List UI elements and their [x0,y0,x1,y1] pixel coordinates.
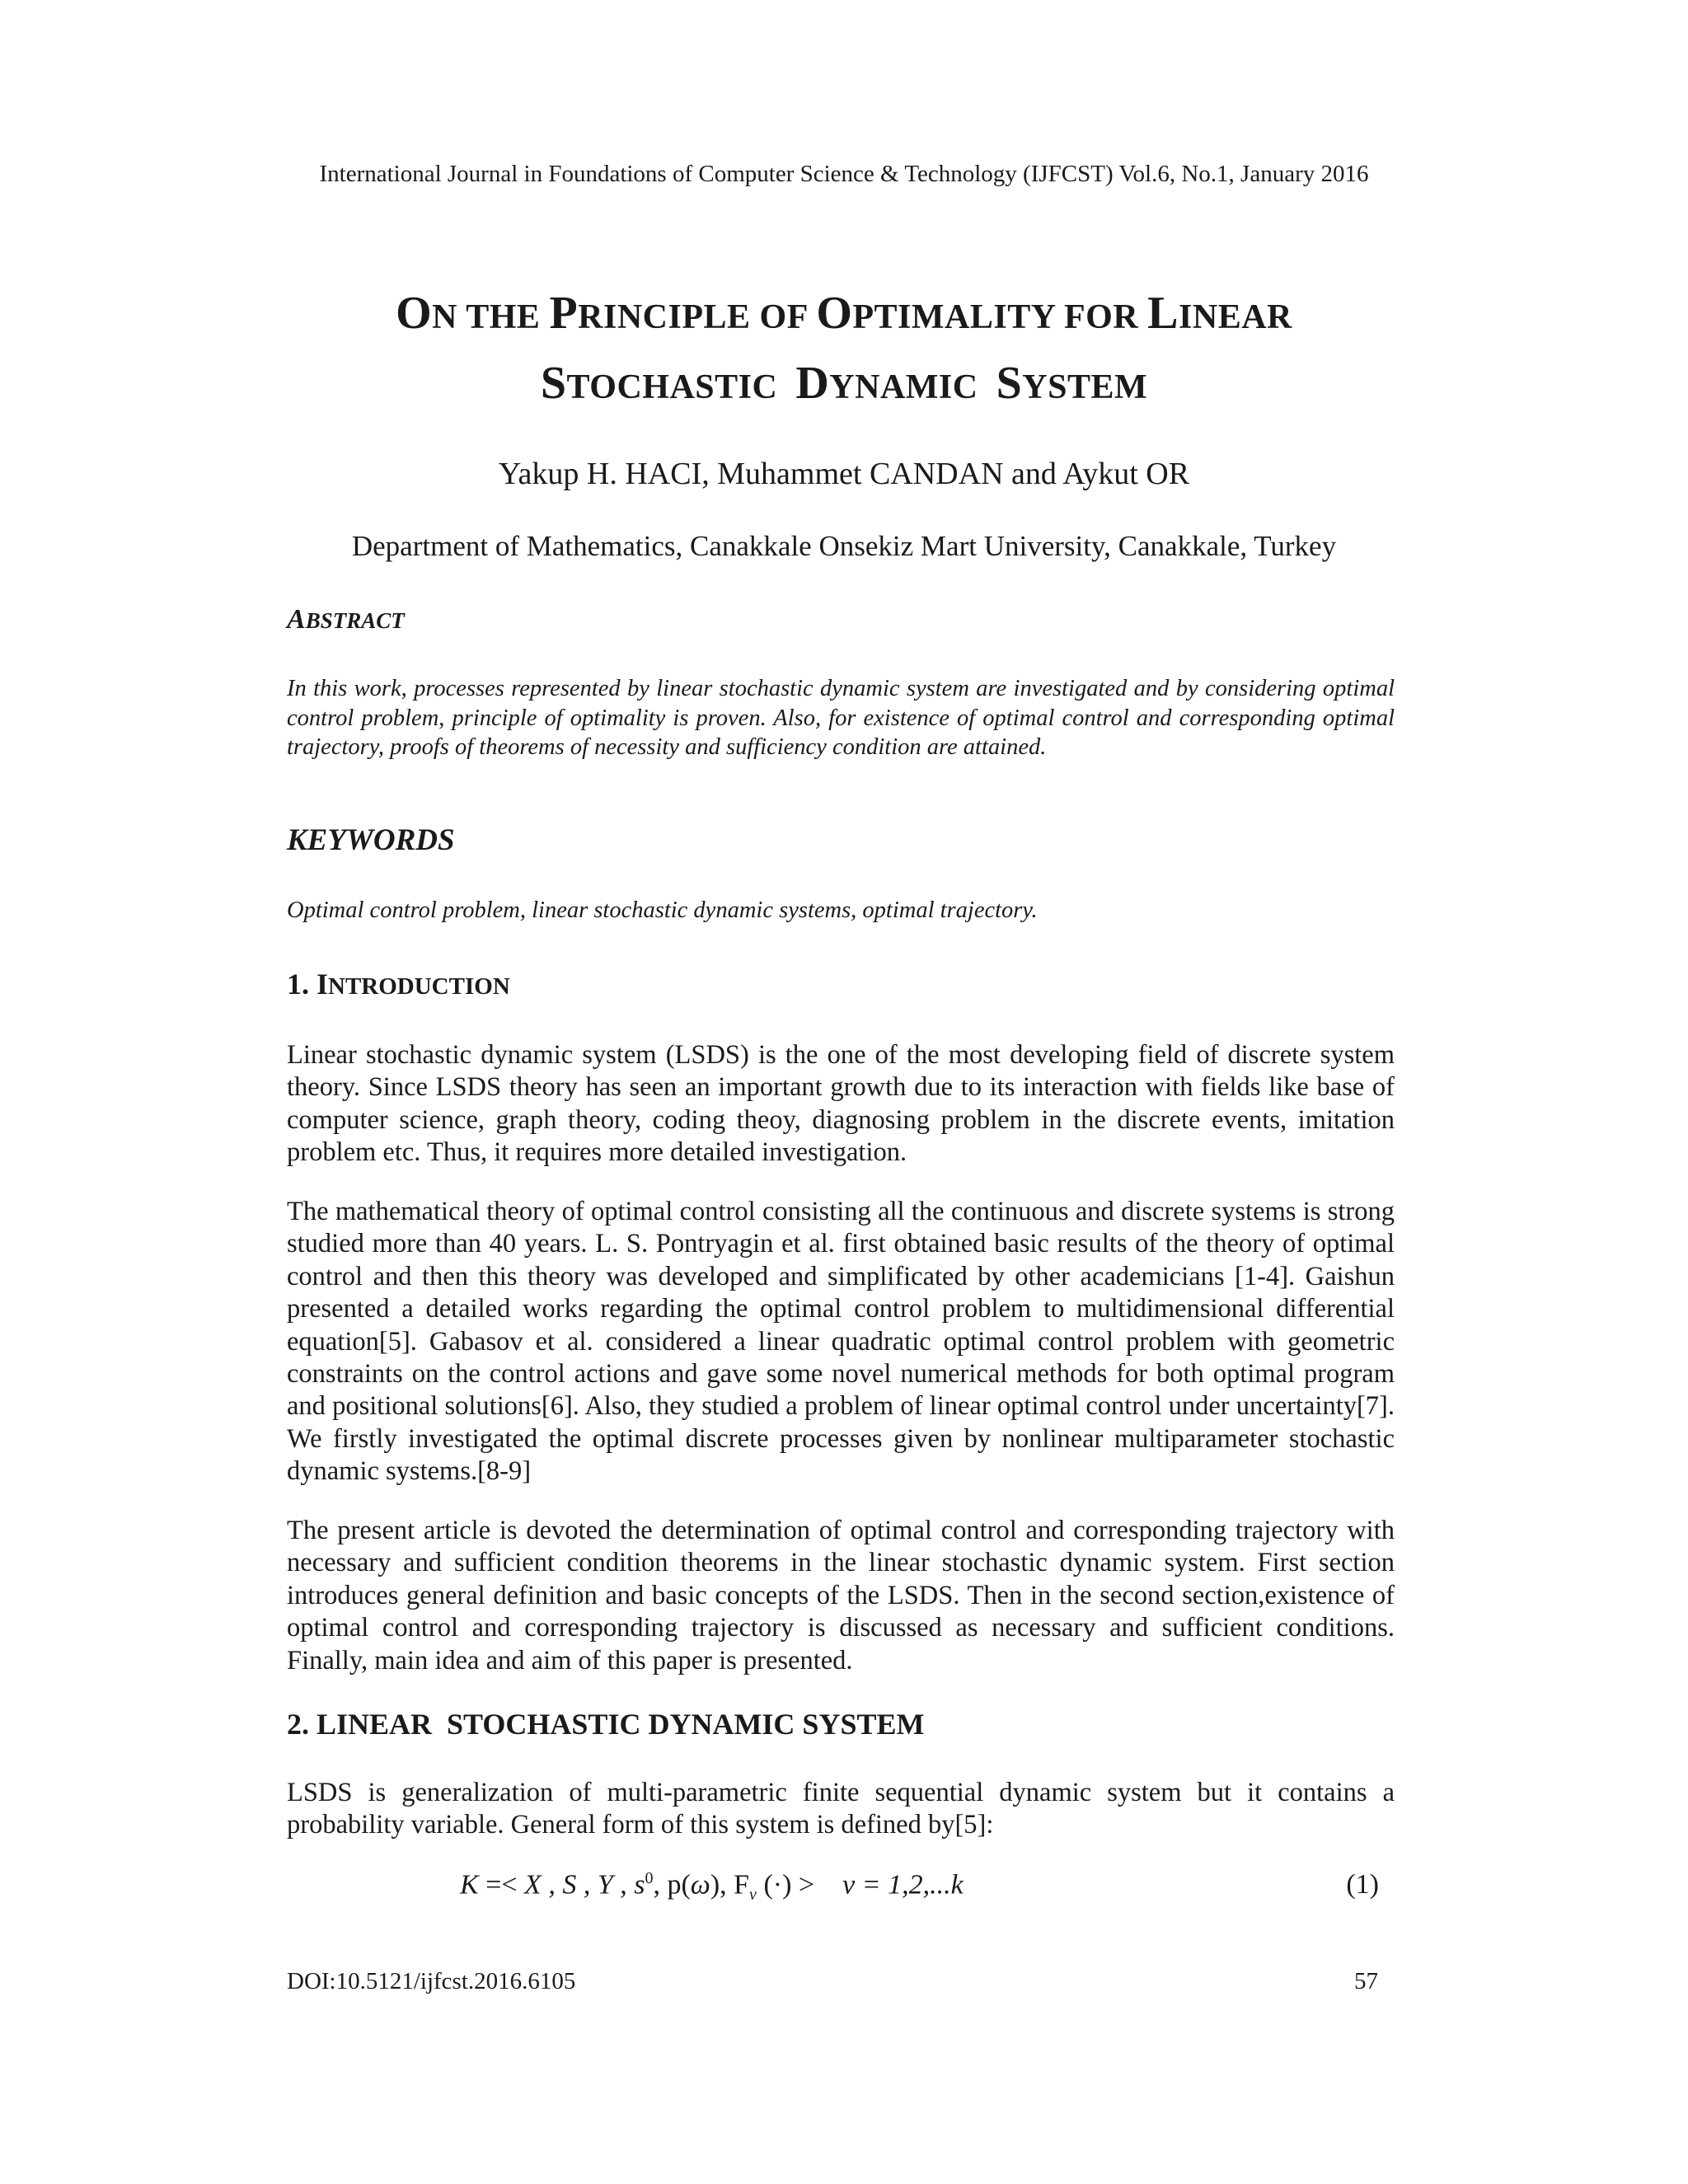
author-list: Yakup H. HACI, Muhammet CANDAN and Aykut OR [498,457,1190,491]
paper-title [0,280,1688,420]
page-number: 57 [1354,1968,1378,1994]
equation-number: (1) [1346,1869,1379,1900]
keywords-heading: KEYWORDS [287,823,455,857]
keywords-text: Optimal control problem, linear stochastic dynamic systems, optimal trajectory. [287,898,1038,923]
intro-paragraph-2: The mathematical theory of optimal control consisting all the continuous and discrete systems is strong studied more than 40 years. L. S. Pontryagin et al. first obtained basic results of the theory of optimal control and then this theory was developed and simplificated by other academicians [1-4]. Gaishun presented a detailed works regarding the optimal control problem to multidimensional differential equation[5]. Gabasov et al. considered a linear quadratic optimal control problem with geometric constraints on the control actions and gave some novel numerical methods for both optimal program and positional solutions[6]. Also, they studied a problem of linear optimal control under uncertainty[7]. We firstly investigated the optimal discrete processes given by nonlinear multiparameter stochastic dynamic systems.[8-9] [287,1197,1395,1487]
title-line-2: STOCHASTIC DYNAMIC SYSTEM [540,358,1148,409]
running-header: International Journal in Foundations of Computer Science & Technology (IJFCST) Vol.6, No.1, January 2016 [319,161,1369,187]
intro-paragraph-1: Linear stochastic dynamic system (LSDS) is the one of the most developing field of discrete system theory. Since LSDS theory has seen an important growth due to its interaction with fields like base of computer science, graph theory, coding theoy, diagnosing problem in the discrete events, imitation problem etc. Thus, it requires more detailed investigation. [287,1040,1395,1168]
affiliation: Department of Mathematics, Canakkale Onsekiz Mart University, Canakkale, Turkey [351,530,1337,562]
doi-footer: DOI:10.5121/ijfcst.2016.6105 [287,1968,576,1994]
section-heading-introduction: 1. INTRODUCTION [287,968,510,1001]
abstract-text: In this work, processes represented by linear stochastic dynamic system are investigated and by considering optimal control problem, principle of optimality is proven. Also, for existence of optimal control and corresponding optimal trajectory, proofs of theorems of necessity and sufficiency condition are attained. [287,676,1395,760]
equation-1: K =< X , S , Y , $s^0$, p(ω), $F_v$ (·) > v = 1,2,...k [460,1869,964,1905]
lsds-paragraph: LSDS is generalization of multi-parametric finite sequential dynamic system but it contains a probability variable. General form of this system is defined by[5]: [287,1778,1395,1840]
title-line-1: ON THE PRINCIPLE OF OPTIMALITY FOR LINEAR [396,288,1292,339]
section-heading-lsds: 2. LINEAR STOCHASTIC DYNAMIC SYSTEM [287,1708,925,1741]
abstract-heading: ABSTRACT [287,604,405,635]
intro-paragraph-3: The present article is devoted the determination of optimal control and corresponding trajectory with necessary and sufficient condition theorems in the linear stochastic dynamic system. First section introduces general definition and basic concepts of the LSDS. Then in the second section,existence of optimal control and corresponding trajectory is discussed as necessary and sufficient conditions. Finally, main idea and aim of this paper is presented. [287,1516,1395,1675]
